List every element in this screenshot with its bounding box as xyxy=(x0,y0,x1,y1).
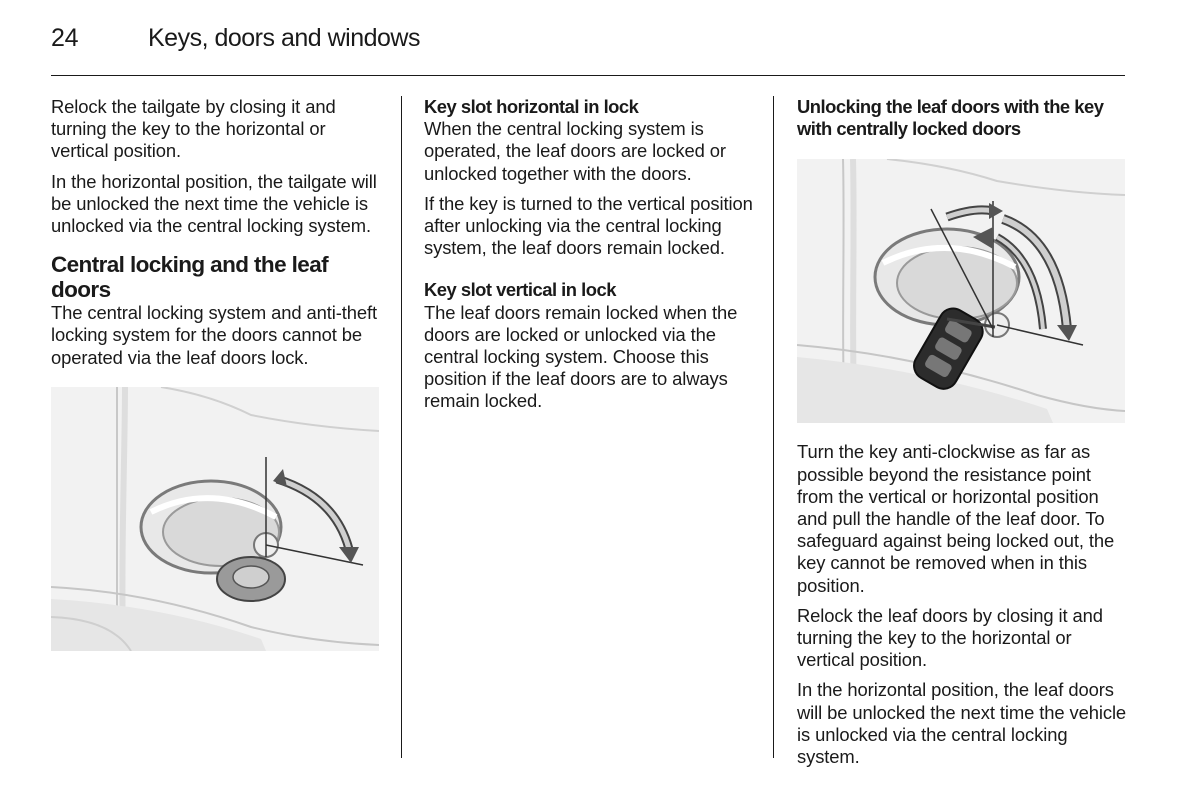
column-right xyxy=(797,96,1127,776)
paragraph: When the central locking system is operated, the leaf doors are locked or unlocked together with the doors. xyxy=(424,118,726,184)
paragraph: The central locking system and anti-theft locking system for the doors cannot be operated via the leaf doors lock. xyxy=(51,302,378,368)
subheading: Unlocking the leaf doors with the key with centrally locked doors xyxy=(797,96,1104,140)
paragraph: The leaf doors remain locked when the doors are locked or unlocked via the central locking system. Choose this position if the leaf doors are to always remain locked. xyxy=(424,301,738,412)
column-divider xyxy=(401,96,402,758)
page-number: 24 xyxy=(51,24,79,52)
paragraph: In the horizontal position, the leaf doors will be unlocked the next time the vehicle is unlocked via the central locking system. xyxy=(797,679,1127,768)
paragraph: In the horizontal position, the tailgate will be unlocked the next time the vehicle is unlocked via the central locking system. xyxy=(51,170,377,237)
spacer xyxy=(424,267,759,279)
paragraph: Relock the tailgate by closing it and turning the key to the horizontal or vertical position. xyxy=(51,96,336,162)
chapter-title: Keys, doors and windows xyxy=(148,24,420,52)
column-left xyxy=(51,96,381,651)
paragraph: If the key is turned to the vertical position after unlocking via the central locking system, the leaf doors remain locked. xyxy=(424,192,753,259)
paragraph: Relock the leaf doors by closing it and turning the key to the horizontal or vertical position. xyxy=(797,604,1103,671)
header-rule xyxy=(51,75,1125,76)
key-unlock-illustration xyxy=(797,159,1125,423)
section-heading: Central locking and the leaf doors xyxy=(51,252,329,302)
subheading: Key slot vertical in lock xyxy=(424,279,616,301)
paragraph: Turn the key anti-clockwise as far as possible beyond the resistance point from the vertical or horizontal position and pull the handle of the leaf door. To safeguard against being locked out, the key cannot be removed when in this position. xyxy=(797,441,1115,596)
column-divider xyxy=(773,96,774,758)
column-middle xyxy=(424,96,759,421)
leaf-door-lock-illustration xyxy=(51,387,379,651)
subheading: Key slot horizontal in lock xyxy=(424,96,639,117)
